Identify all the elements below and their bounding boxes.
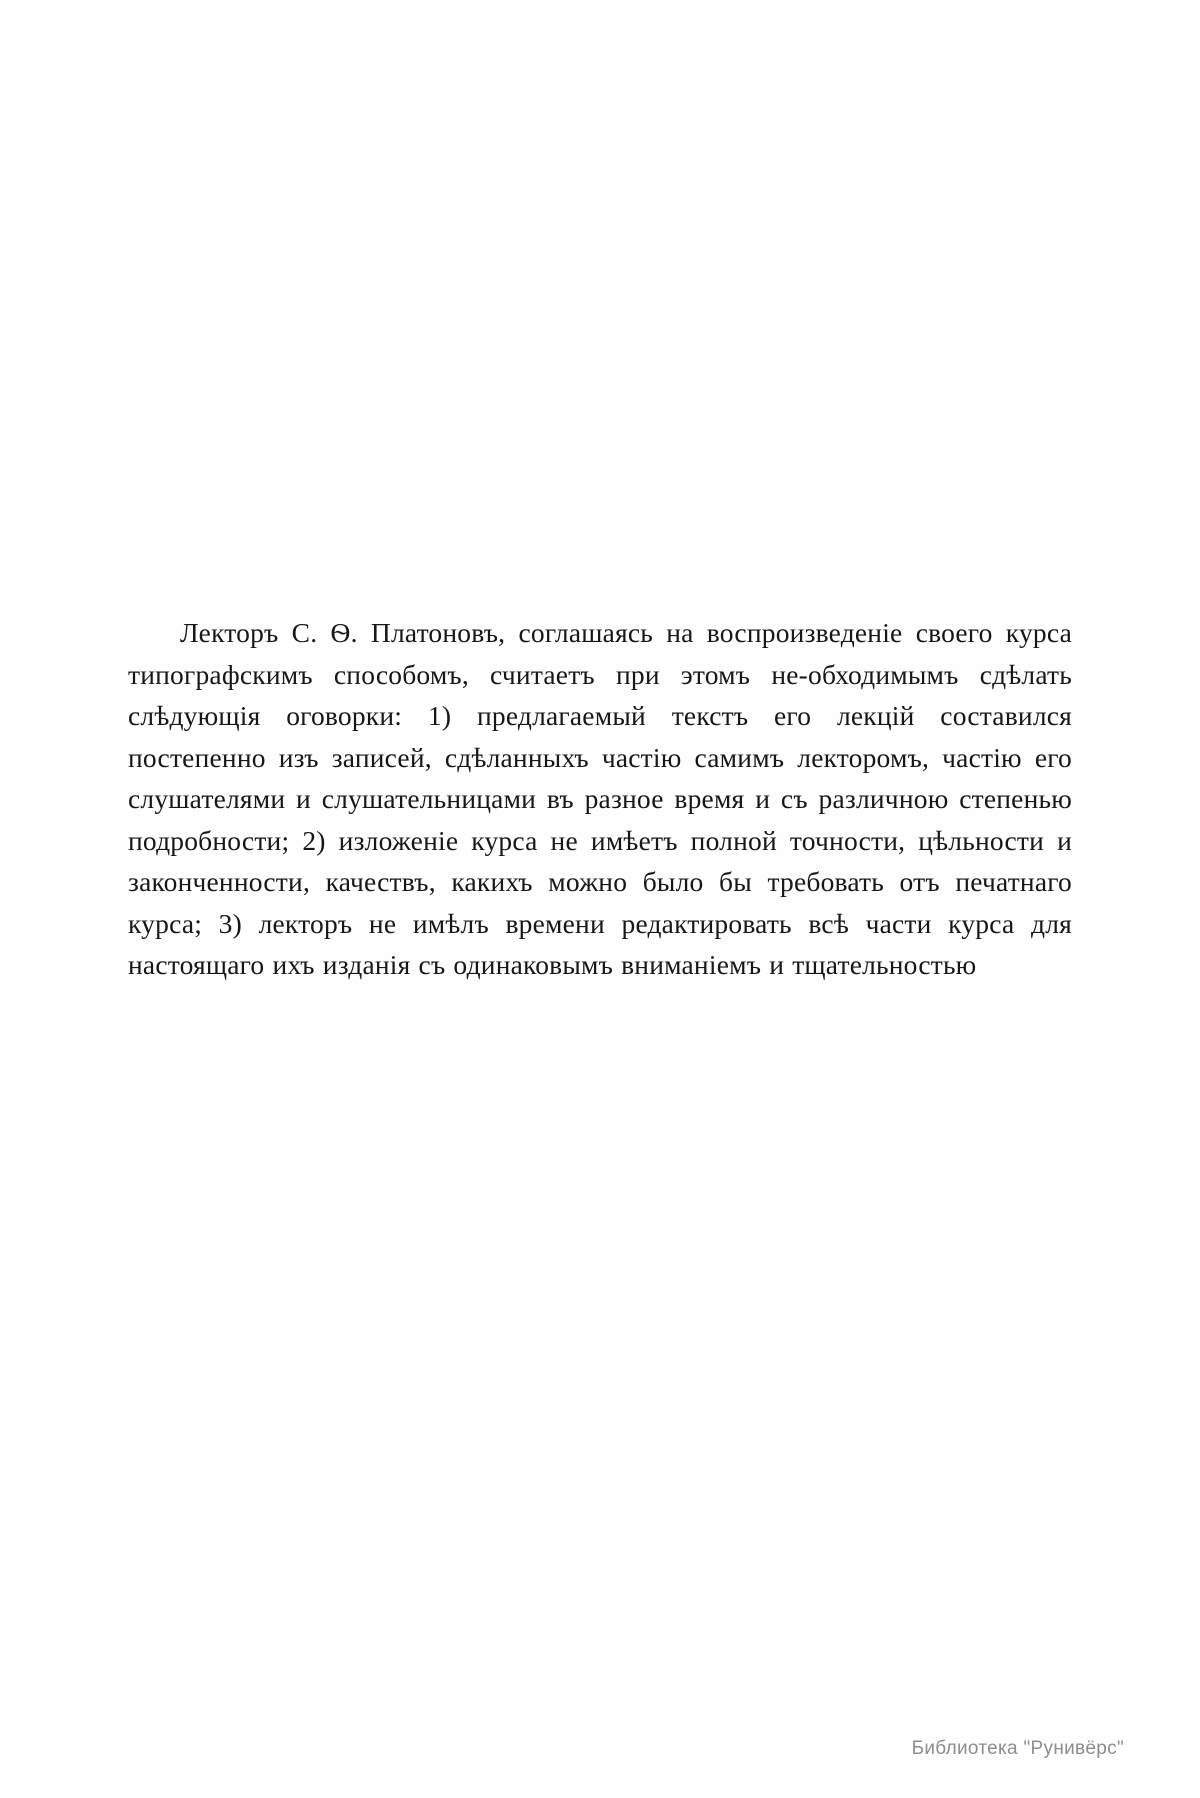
library-watermark: Библиотека "Рунивёрс" [911, 1738, 1124, 1759]
body-paragraph: Лекторъ С. Ѳ. Платоновъ, соглашаясь на воспроизведеніе своего курса типографскимъ способомъ, считаетъ при этомъ не-обходимымъ сдѣлать слѣдующія оговорки: 1) предлагаемый текстъ его лекцій составился постепенно изъ записей, сдѣланныхъ частію самимъ лекторомъ, частію его слушателями и слушательницами въ разное время и съ различною степенью подробности; 2) изложеніе курса не имѣетъ полной точности, цѣльности и законченности, качествъ, какихъ можно было бы требовать отъ печатнаго курса; 3) лекторъ не имѣлъ времени редактировать всѣ части курса для настоящаго ихъ изданія съ одинаковымъ вниманіемъ и тщательностью [128, 617, 1072, 980]
page-text-block [128, 612, 1072, 986]
